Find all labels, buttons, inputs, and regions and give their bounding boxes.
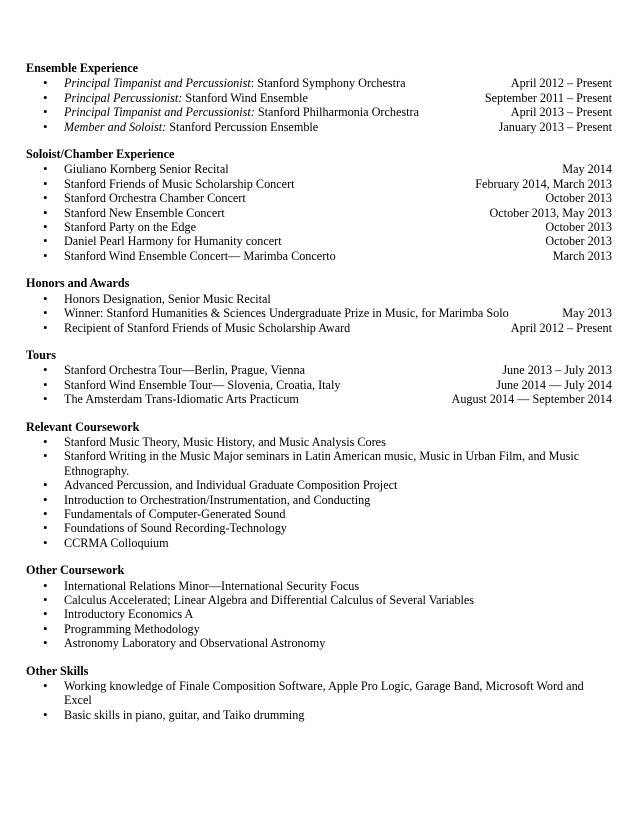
section-heading: Honors and Awards (26, 276, 130, 291)
item-text: • Winner: Stanford Humanities & Sciences Undergraduate Prize in Music, for Marimba Solo (64, 306, 509, 321)
item-text: Advanced Percussion, and Individual Graduate Composition Project (64, 478, 398, 493)
list-item (26, 449, 612, 478)
item-text (64, 105, 419, 119)
item-text: • Stanford Orchestra Chamber Concert (64, 191, 246, 206)
soloist-list (26, 162, 612, 263)
item-text: • Stanford New Ensemble Concert (64, 205, 225, 220)
item-role: Principal Percussionist: (64, 90, 183, 105)
item-text (64, 76, 405, 90)
item-text: • Honors Designation, Senior Music Recital (64, 291, 271, 306)
item-date: June 2014 — July 2014 (496, 377, 612, 392)
section-tours (26, 348, 612, 407)
section-heading: Soloist/Chamber Experience (26, 147, 175, 162)
list-item (26, 507, 612, 521)
section-other-skills (26, 664, 612, 723)
item-date: October 2013 (545, 220, 612, 235)
section-heading: Other Skills (26, 663, 89, 678)
item-role: Member and Soloist: (64, 119, 167, 134)
item-org: Stanford Wind Ensemble (182, 90, 308, 105)
item-text: International Relations Minor—International Security Focus (64, 578, 360, 593)
list-item (26, 435, 612, 449)
list-item (26, 76, 612, 90)
list-item (26, 191, 612, 205)
item-date: October 2013, May 2013 (489, 205, 612, 220)
list-item (26, 177, 612, 191)
item-text: • Giuliano Kornberg Senior Recital (64, 162, 229, 177)
list-item (26, 607, 612, 621)
other-coursework-list (26, 579, 612, 651)
item-text: Foundations of Sound Recording-Technology (64, 521, 287, 536)
list-item (26, 392, 612, 406)
list-item (26, 536, 612, 550)
item-org: Stanford Percussion Ensemble (166, 119, 319, 134)
item-date: June 2013 – July 2013 (502, 363, 612, 378)
section-heading: Other Coursework (26, 563, 125, 578)
item-date: May 2014 (562, 162, 612, 177)
item-date: August 2014 — September 2014 (451, 392, 612, 407)
item-text: • Recipient of Stanford Friends of Music Scholarship Award (64, 320, 351, 335)
item-text: Stanford Writing in the Music Major seminars in Latin American music, Music in Urban Film, and Music Ethnography. (64, 449, 580, 478)
list-item (26, 120, 612, 134)
item-date: October 2013 (545, 234, 612, 249)
tours-list (26, 363, 612, 406)
item-date: September 2011 – Present (484, 90, 612, 105)
item-separator: : (250, 76, 255, 91)
list-item (26, 521, 612, 535)
item-org: Stanford Symphony Orchestra (254, 76, 406, 91)
list-item (26, 636, 612, 650)
list-item (26, 206, 612, 220)
item-text: • Stanford Wind Ensemble Concert— Marimba Concerto (64, 248, 336, 263)
item-text: Astronomy Laboratory and Observational Astronomy (64, 636, 326, 651)
list-item (26, 478, 612, 492)
list-item (26, 105, 612, 119)
list-item (26, 292, 612, 306)
item-text: Fundamentals of Computer-Generated Sound (64, 506, 286, 521)
item-date: October 2013 (545, 191, 612, 206)
list-item (26, 363, 612, 377)
honors-list (26, 292, 612, 335)
section-honors-awards (26, 276, 612, 335)
list-item (26, 91, 612, 105)
item-text: Introductory Economics A (64, 607, 194, 622)
item-date: April 2012 – Present (510, 320, 612, 335)
section-heading: Tours (26, 347, 57, 362)
item-date: April 2013 – Present (510, 105, 612, 120)
section-heading: Ensemble Experience (26, 61, 139, 75)
list-item (26, 378, 612, 392)
list-item (26, 622, 612, 636)
item-text: • Stanford Wind Ensemble Tour— Slovenia, Croatia, Italy (64, 377, 341, 392)
section-ensemble-experience (26, 61, 612, 134)
item-text: • Stanford Friends of Music Scholarship Concert (64, 176, 295, 191)
item-date: April 2012 – Present (510, 76, 612, 91)
section-relevant-coursework (26, 420, 612, 551)
item-text: Basic skills in piano, guitar, and Taiko drumming (64, 707, 305, 722)
relevant-coursework-list (26, 435, 612, 550)
item-text: Programming Methodology (64, 621, 200, 636)
list-item (26, 220, 612, 234)
skills-list (26, 679, 612, 722)
item-text: Working knowledge of Finale Composition Software, Apple Pro Logic, Garage Band, Microsoft Word and Excel (64, 679, 584, 708)
list-item (26, 234, 612, 248)
list-item (26, 579, 612, 593)
list-item (26, 321, 612, 335)
section-other-coursework (26, 563, 612, 650)
item-org: Stanford Philharmonia Orchestra (254, 105, 419, 120)
list-item (26, 306, 612, 320)
list-item (26, 708, 612, 722)
list-item (26, 679, 612, 708)
item-text: Calculus Accelerated; Linear Algebra and Differential Calculus of Several Variables (64, 593, 475, 607)
item-date: January 2013 – Present (498, 119, 612, 134)
list-item (26, 493, 612, 507)
item-text (64, 120, 318, 134)
list-item (26, 593, 612, 607)
item-text (64, 91, 308, 105)
resume-page (26, 61, 612, 735)
list-item (26, 162, 612, 176)
section-soloist-chamber (26, 147, 612, 263)
item-role: Principal Timpanist and Percussionist: (64, 105, 255, 120)
item-text: CCRMA Colloquium (64, 535, 169, 550)
item-date: February 2014, March 2013 (475, 176, 612, 191)
item-date: March 2013 (552, 248, 612, 263)
item-text: • Daniel Pearl Harmony for Humanity concert (64, 234, 282, 249)
item-text: Introduction to Orchestration/Instrumentation, and Conducting (64, 492, 371, 507)
item-role: Principal Timpanist and Percussionist (64, 76, 251, 91)
ensemble-list (26, 76, 612, 134)
list-item (26, 249, 612, 263)
item-text: • Stanford Party on the Edge (64, 220, 197, 235)
item-text: Stanford Music Theory, Music History, and Music Analysis Cores (64, 434, 386, 449)
item-date: May 2013 (562, 306, 612, 321)
section-heading: Relevant Coursework (26, 419, 140, 434)
item-text: • Stanford Orchestra Tour—Berlin, Prague, Vienna (64, 363, 305, 378)
item-text: • The Amsterdam Trans-Idiomatic Arts Practicum (64, 392, 299, 407)
